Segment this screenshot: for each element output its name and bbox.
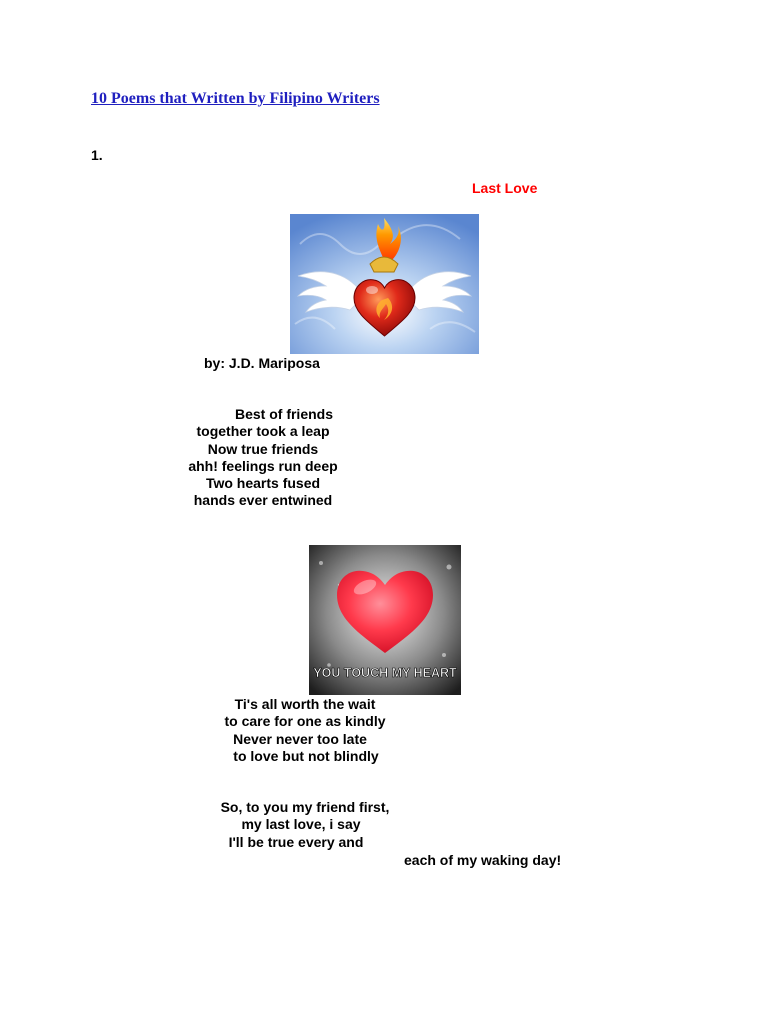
stanza-1-line: together took a leap [196, 423, 330, 440]
poem-number: 1. [91, 147, 103, 163]
stanza-3-line: my last love, i say [241, 816, 361, 833]
document-title[interactable]: 10 Poems that Written by Filipino Writers [91, 90, 380, 107]
stanza-1-line: Two hearts fused [205, 475, 321, 492]
stanza-2-line: to care for one as kindly [224, 713, 386, 730]
stanza-1-line: hands ever entwined [193, 492, 333, 509]
stanza-2-line: Never never too late [233, 730, 367, 747]
stanza-2-line: to love but not blindly [233, 747, 379, 764]
image-caption: YOU TOUCH MY HEART [313, 666, 457, 680]
poem-author: by: J.D. Mariposa [204, 355, 320, 371]
winged-heart-image [290, 214, 479, 354]
stanza-1 [168, 406, 368, 510]
stanza-3-last-line: each of my waking day! [404, 852, 562, 868]
poem-title: Last Love [472, 180, 538, 196]
stanza-1-line: Best of friends [234, 406, 333, 422]
stanza-1-line: Now true friends [207, 440, 319, 457]
stanza-2-line: Ti's all worth the wait [234, 696, 376, 712]
stanza-3-line: So, to you my friend first, [220, 799, 390, 815]
stanza-1-line: ahh! feelings run deep [188, 457, 338, 474]
you-touch-my-heart-image [309, 545, 461, 695]
stanza-3 [205, 799, 405, 851]
stanza-2 [205, 696, 405, 765]
stanza-3-line: I'll be true every and [228, 833, 364, 850]
